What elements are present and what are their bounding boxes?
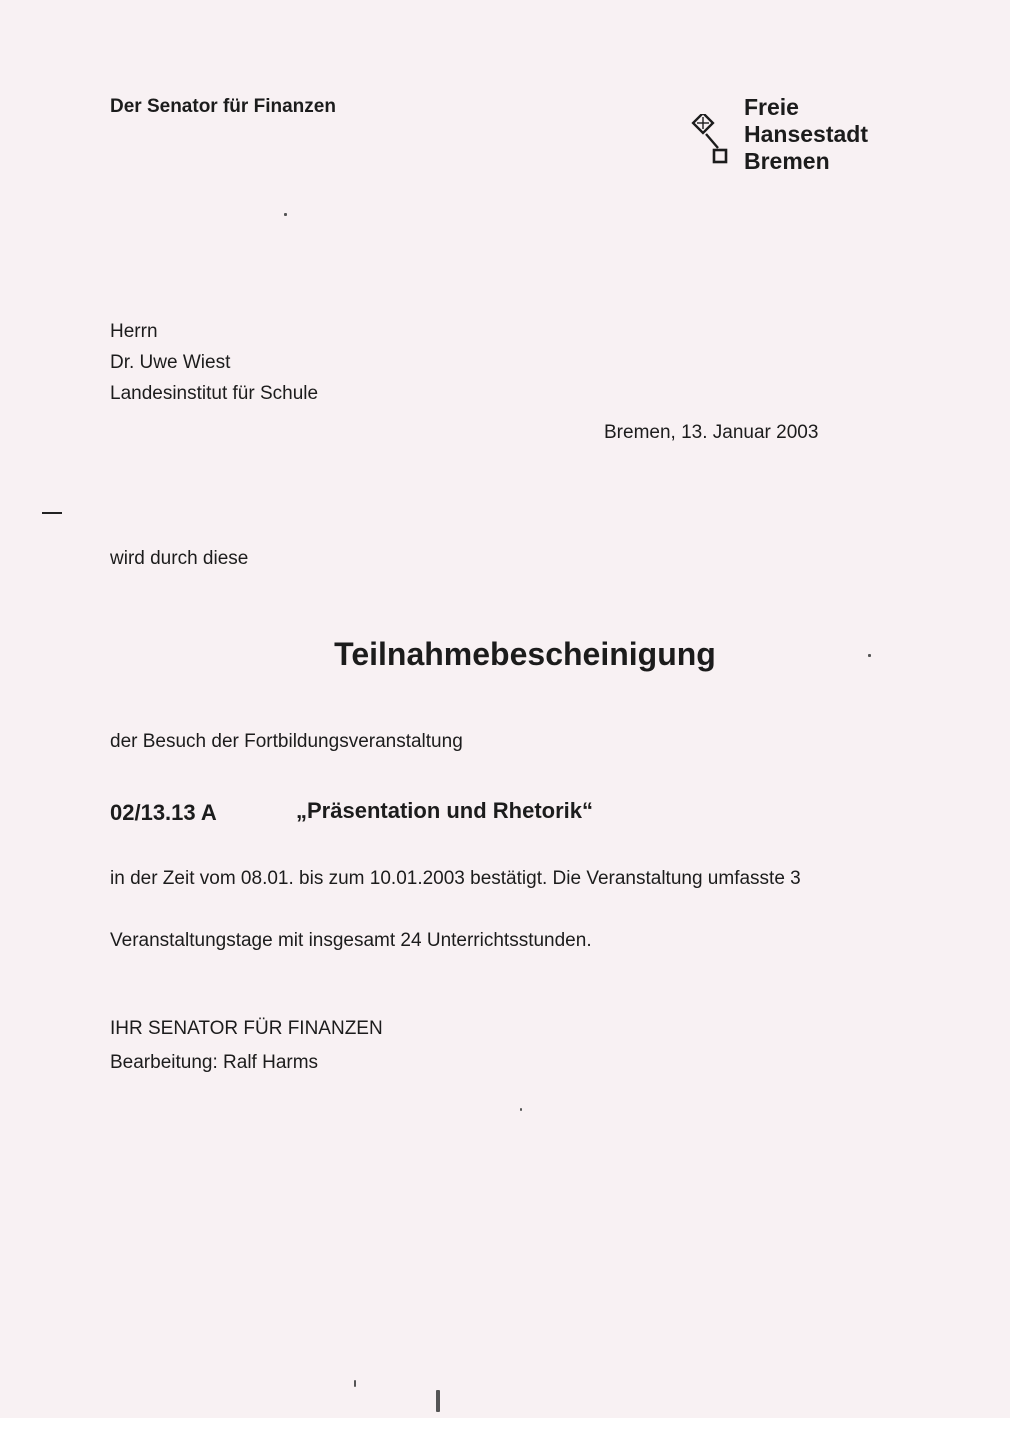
fold-mark <box>42 512 62 514</box>
signature-line: IHR SENATOR FÜR FINANZEN <box>110 1018 383 1039</box>
paper-speck <box>284 213 287 216</box>
intro-text: wird durch diese <box>110 548 249 569</box>
recipient-name: Dr. Uwe Wiest <box>110 352 231 373</box>
course-code: 02/13.13 A <box>110 800 217 825</box>
logo-line-hansestadt: Hansestadt <box>744 121 868 147</box>
logo-line-bremen: Bremen <box>744 148 830 174</box>
logo-line-freie: Freie <box>744 94 799 120</box>
processed-by-line: Bearbeitung: Ralf Harms <box>110 1052 319 1073</box>
paper-speck <box>436 1390 440 1412</box>
letter-date: Bremen, 13. Januar 2003 <box>604 422 819 443</box>
body-line-2: Veranstaltungstage mit insgesamt 24 Unterrichtsstunden. <box>110 930 592 951</box>
body-line-1: in der Zeit vom 08.01. bis zum 10.01.2003 bestätigt. Die Veranstaltung umfasste 3 <box>110 868 801 889</box>
paper-speck <box>868 654 871 657</box>
visit-text: der Besuch der Fortbildungsveranstaltung <box>110 731 463 752</box>
logo-text <box>744 94 868 175</box>
recipient-salutation: Herrn <box>110 321 158 342</box>
document-heading: Teilnahmebescheinigung <box>334 636 716 672</box>
bremen-key-icon <box>686 114 740 168</box>
paper-speck <box>520 1108 522 1111</box>
course-title: „Präsentation und Rhetorik“ <box>296 798 594 823</box>
recipient-institution: Landesinstitut für Schule <box>110 383 319 404</box>
sender-name: Der Senator für Finanzen <box>110 96 336 117</box>
paper-speck <box>354 1380 356 1387</box>
